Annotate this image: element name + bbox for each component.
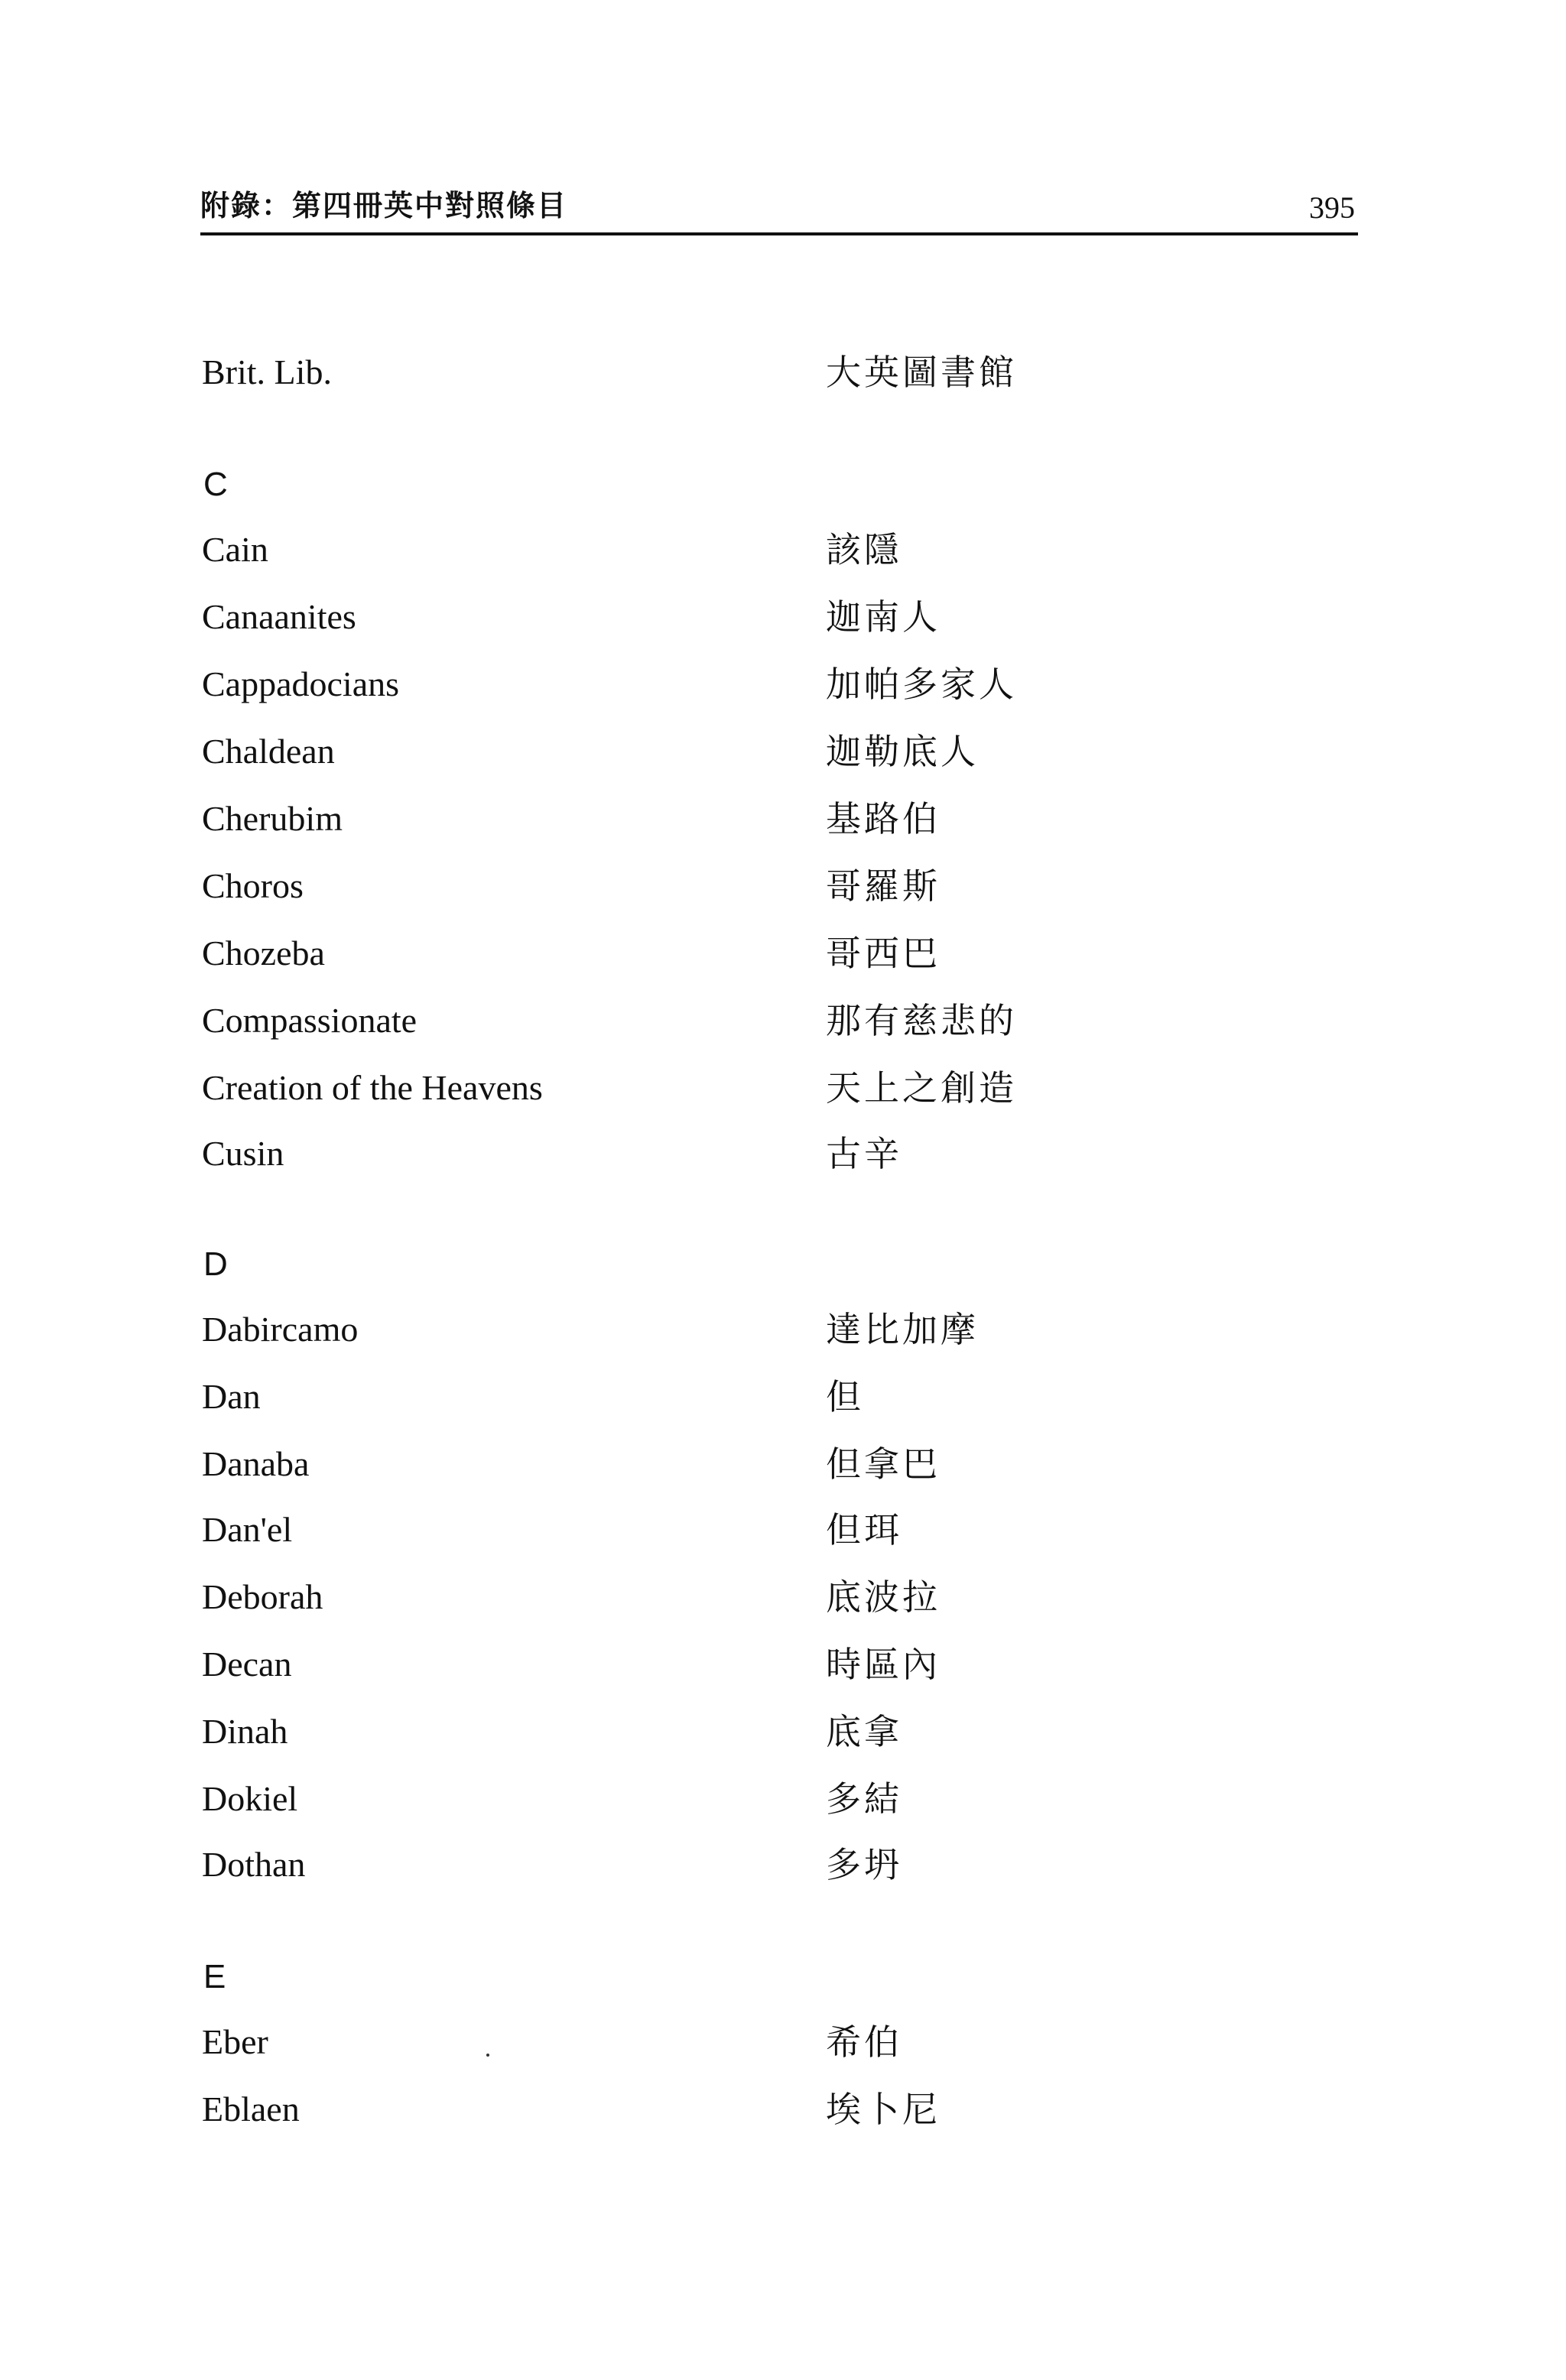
- entry-chinese: 該隱: [826, 529, 902, 570]
- print-speck: [486, 2054, 489, 2057]
- entry-chinese: 天上之創造: [826, 1067, 1017, 1109]
- entry-english: Eber: [202, 2022, 268, 2061]
- running-head-title: 附錄：第四冊英中對照條目: [200, 189, 568, 222]
- entry-row: [202, 1303, 1349, 1356]
- entry-chinese: 但拿巴: [826, 1443, 941, 1485]
- entry-english: Dokiel: [202, 1779, 298, 1818]
- entry-english: Choros: [202, 866, 304, 905]
- entry-english: Cherubim: [202, 799, 343, 838]
- entry-chinese: 埃卜尼: [826, 2089, 941, 2130]
- entry-english: Chaldean: [202, 732, 335, 771]
- entry-row: [202, 2015, 1349, 2069]
- entry-chinese: 希伯: [826, 2021, 902, 2063]
- entry-english: Compassionate: [202, 1001, 417, 1040]
- entry-row: [202, 859, 1349, 913]
- entry-row: [202, 1772, 1349, 1826]
- page-number: 395: [1309, 190, 1355, 225]
- entry-chinese: 但珥: [826, 1509, 902, 1550]
- entry-chinese: 大英圖書館: [826, 352, 1017, 393]
- entry-row: [202, 1061, 1349, 1115]
- header-rule: [200, 232, 1358, 235]
- entry-chinese: 達比加摩: [826, 1309, 979, 1350]
- entry-row: [202, 1503, 1349, 1557]
- entry-chinese: 多坍: [826, 1844, 902, 1885]
- entry-english: Deborah: [202, 1577, 323, 1616]
- running-head: [200, 182, 1358, 231]
- entry-chinese: 古辛: [826, 1133, 902, 1174]
- entry-chinese: 那有慈悲的: [826, 1000, 1017, 1041]
- entry-english: Creation of the Heavens: [202, 1068, 543, 1107]
- entry-row: [202, 658, 1349, 711]
- entry-english: Cain: [202, 530, 268, 569]
- entry-row: [202, 590, 1349, 644]
- entry-english: Dabircamo: [202, 1310, 359, 1349]
- entry-row: [202, 1638, 1349, 1691]
- entry-chinese: 多結: [826, 1778, 902, 1820]
- entry-chinese: 時區內: [826, 1644, 941, 1685]
- entry-english: Brit. Lib.: [202, 352, 332, 391]
- entry-row: [202, 523, 1349, 576]
- entry-row: [202, 725, 1349, 778]
- entry-row: [202, 792, 1349, 846]
- entry-row: [202, 1127, 1349, 1180]
- entry-chinese: 哥西巴: [826, 933, 941, 974]
- entry-english: Cusin: [202, 1134, 284, 1173]
- entry-english: Dinah: [202, 1712, 288, 1751]
- entry-chinese: 加帕多家人: [826, 664, 1017, 705]
- entry-row: [202, 1570, 1349, 1624]
- section-letter-d: D: [203, 1245, 228, 1283]
- entry-chinese: 哥羅斯: [826, 865, 941, 907]
- entry-row: [202, 1838, 1349, 1891]
- entry-chinese: 迦勒底人: [826, 731, 979, 772]
- entry-row: [202, 1705, 1349, 1758]
- section-letter-e: E: [203, 1958, 226, 1995]
- entry-english: Cappadocians: [202, 664, 400, 703]
- entry-chinese: 底拿: [826, 1711, 902, 1752]
- entry-english: Decan: [202, 1645, 292, 1684]
- entry-chinese: 迦南人: [826, 596, 941, 638]
- entry-english: Canaanites: [202, 597, 356, 636]
- entry-chinese: 底波拉: [826, 1576, 941, 1618]
- entry-english: Eblaen: [202, 2089, 300, 2128]
- section-letter-c: C: [203, 466, 228, 503]
- entry-english: Dan'el: [202, 1510, 293, 1549]
- entry-english: Dothan: [202, 1845, 306, 1884]
- entry-row: [202, 1370, 1349, 1424]
- entry-row: [202, 1437, 1349, 1491]
- entry-row: [202, 346, 1349, 399]
- entry-row: [202, 2083, 1349, 2136]
- entry-chinese: 但: [826, 1376, 864, 1417]
- entry-chinese: 基路伯: [826, 798, 941, 839]
- entry-english: Chozeba: [202, 933, 325, 972]
- entry-row: [202, 994, 1349, 1047]
- entry-english: Danaba: [202, 1444, 310, 1483]
- entry-english: Dan: [202, 1377, 261, 1416]
- entry-row: [202, 927, 1349, 980]
